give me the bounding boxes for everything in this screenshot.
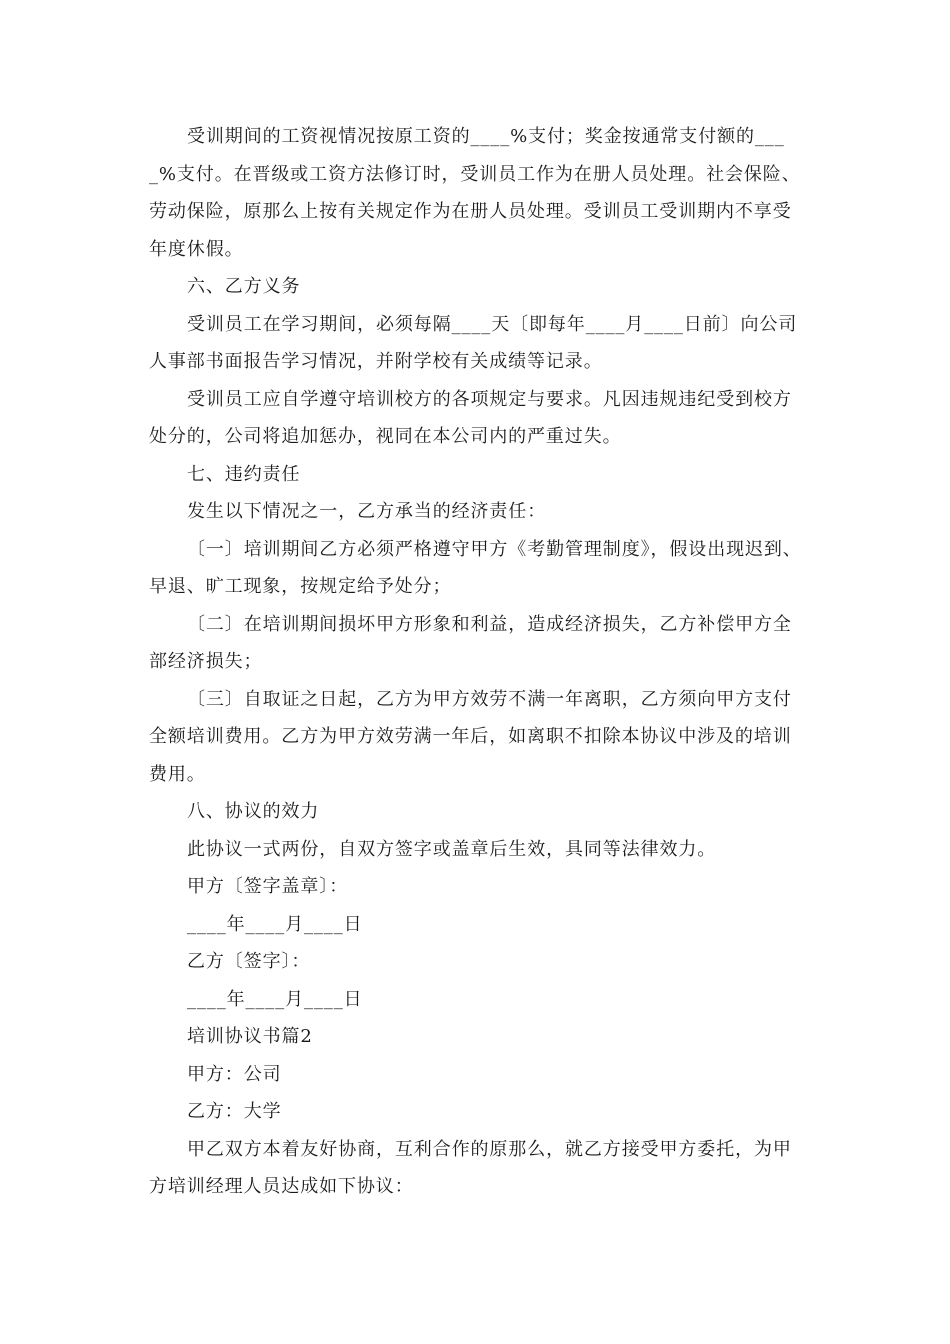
section-title-agreement-2: 培训协议书篇2 bbox=[187, 1026, 313, 1047]
paragraph-agreement-copies: 此协议一式两份，自双方签字或盖章后生效，具同等法律效力。 bbox=[187, 838, 717, 860]
signature-party-b-date: ____年____月____日 bbox=[187, 988, 363, 1010]
heading-party-b-obligations: 六、乙方义务 bbox=[187, 276, 301, 297]
paragraph-liability-item-3: 〔三〕自取证之日起，乙方为甲方效劳不满一年离职，乙方须向甲方支付全额培训费用。乙方为甲方效劳满一年后，如离职不扣除本协议中涉及的培训费用。 bbox=[149, 688, 792, 785]
document-page bbox=[149, 118, 804, 1206]
party-a-company: 甲方：公司 bbox=[187, 1063, 282, 1085]
paragraph-salary-during-training: 受训期间的工资视情况按原工资的____%支付；奖金按通常支付额的____%支付。在晋级或工资方法修订时，受训员工作为在册人员处理。社会保险、劳动保险，原那么上按有关规定作为在册人员处理。受训员工受训期内不享受年度休假。 bbox=[149, 126, 801, 260]
signature-party-b-label: 乙方〔签字〕： bbox=[187, 951, 311, 972]
heading-breach-liability: 七、违约责任 bbox=[187, 463, 301, 485]
paragraph-study-report: 受训员工在学习期间，必须每隔____天〔即每年____月____日前〕向公司人事部书面报告学习情况，并附学校有关成绩等记录。 bbox=[149, 313, 798, 372]
paragraph-liability-item-1: 〔一〕培训期间乙方必须严格遵守甲方《考勤管理制度》，假设出现迟到、早退、旷工现象，按规定给予处分； bbox=[149, 538, 802, 597]
party-b-university: 乙方：大学 bbox=[187, 1101, 282, 1122]
paragraph-liability-intro: 发生以下情况之一，乙方承当的经济责任： bbox=[187, 501, 547, 522]
signature-party-a-date: ____年____月____日 bbox=[187, 913, 363, 935]
paragraph-liability-item-2: 〔二〕在培训期间损坏甲方形象和利益，造成经济损失，乙方补偿甲方全部经济损失； bbox=[149, 613, 792, 672]
heading-agreement-effect: 八、协议的效力 bbox=[187, 801, 320, 822]
paragraph-school-rules: 受训员工应自学遵守培训校方的各项规定与要求。凡因违规违纪受到校方处分的，公司将追加惩办，视同在本公司内的严重过失。 bbox=[149, 388, 792, 447]
paragraph-agreement-preamble: 甲乙双方本着友好协商，互利合作的原那么，就乙方接受甲方委托，为甲方培训经理人员达成如下协议： bbox=[149, 1138, 792, 1197]
signature-party-a-label: 甲方〔签字盖章〕： bbox=[187, 876, 349, 897]
